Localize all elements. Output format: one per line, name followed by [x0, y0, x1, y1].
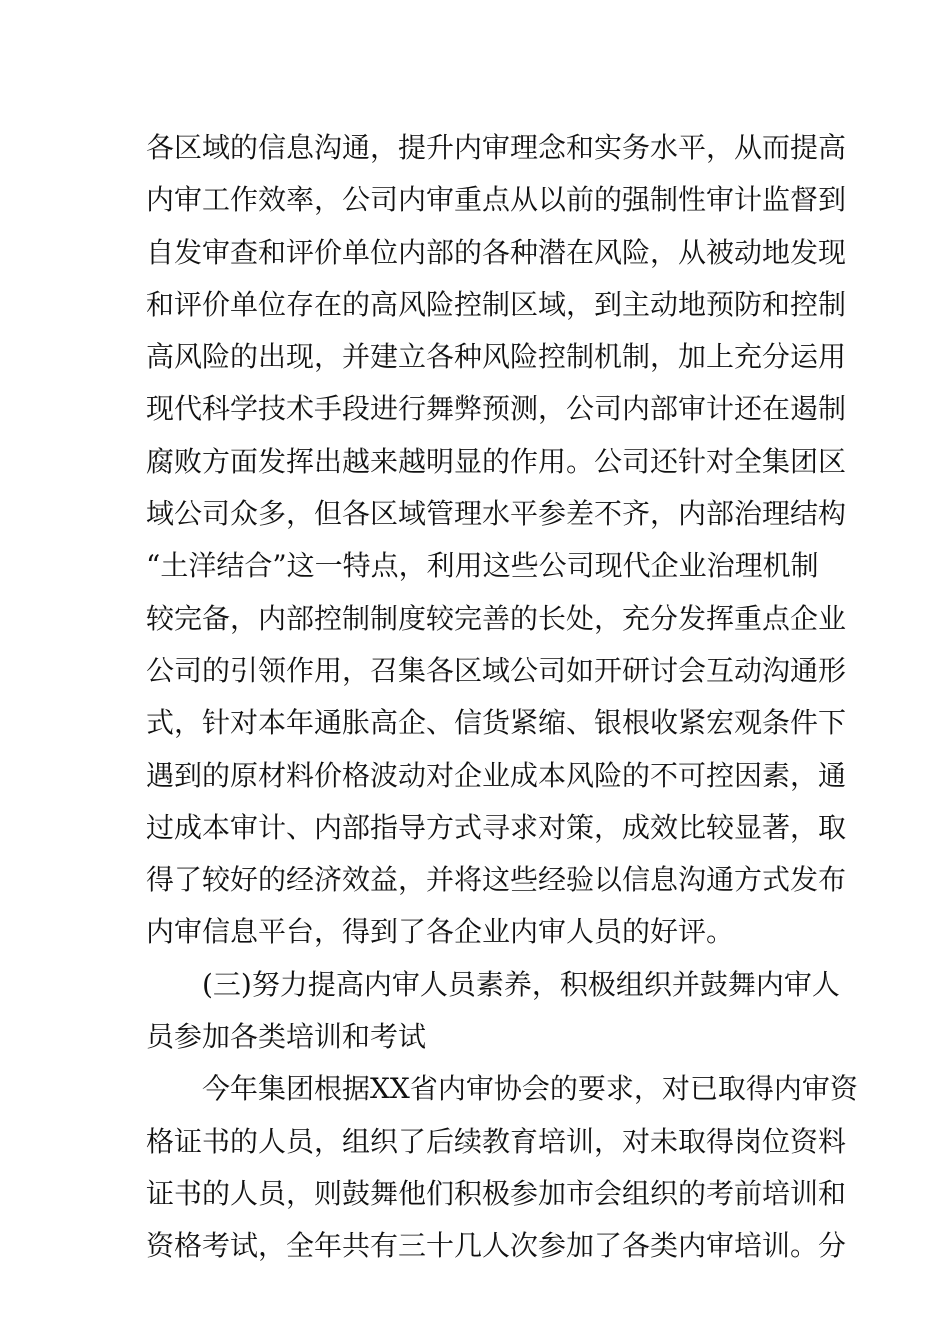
text-line: 遇到的原材料价格波动对企业成本风险的不可控因素，通 — [146, 758, 847, 792]
text-line: 式，针对本年通胀高企、信货紧缩、银根收紧宏观条件下 — [146, 706, 847, 740]
text-line: 高风险的出现，并建立各种风险控制机制，加上充分运用 — [146, 340, 847, 374]
text-line: 较完备，内部控制制度较完善的长处，充分发挥重点企业 — [146, 601, 847, 635]
text-line: 域公司众多，但各区域管理水平参差不齐，内部治理结构 — [146, 497, 847, 531]
text-line: 腐败方面发挥出越来越明显的作用。公司还针对全集团区 — [146, 444, 847, 478]
text-line: 自发审查和评价单位内部的各种潜在风险，从被动地发现 — [146, 235, 847, 269]
text-line: 过成本审计、内部指导方式寻求对策，成效比较显著，取 — [146, 810, 847, 844]
text-line: 证书的人员，则鼓舞他们积极参加市会组织的考前培训和 — [146, 1176, 847, 1210]
text-line: 格证书的人员，组织了后续教育培训，对未取得岗位资料 — [146, 1124, 847, 1158]
text-line: 现代科学技术手段进行舞弊预测，公司内部审计还在遏制 — [146, 392, 847, 426]
text-line: “土洋结合”这一特点，利用这些公司现代企业治理机制 — [146, 549, 819, 583]
section-heading-line: 员参加各类培训和考试 — [146, 1020, 427, 1054]
text-line: 各区域的信息沟通，提升内审理念和实务水平，从而提高 — [146, 131, 847, 164]
paragraph-first-line: 今年集团根据XX省内审协会的要求，对已取得内审资 — [202, 1072, 858, 1106]
body-text — [146, 122, 858, 1273]
text-line: 公司的引领作用，召集各区域公司如开研讨会互动沟通形 — [146, 653, 847, 687]
paragraph-last-line: 内审信息平台，得到了各企业内审人员的好评。 — [146, 915, 735, 949]
section-heading-line: (三)努力提高内审人员素养，积极组织并鼓舞内审人 — [202, 967, 840, 1001]
text-line: 得了较好的经济效益，并将这些经验以信息沟通方式发布 — [146, 863, 847, 897]
text-line: 资格考试，全年共有三十几人次参加了各类内审培训。分 — [146, 1229, 847, 1263]
text-line: 内审工作效率，公司内审重点从以前的强制性审计监督到 — [146, 183, 847, 217]
text-line: 和评价单位存在的高风险控制区域，到主动地预防和控制 — [146, 287, 847, 321]
